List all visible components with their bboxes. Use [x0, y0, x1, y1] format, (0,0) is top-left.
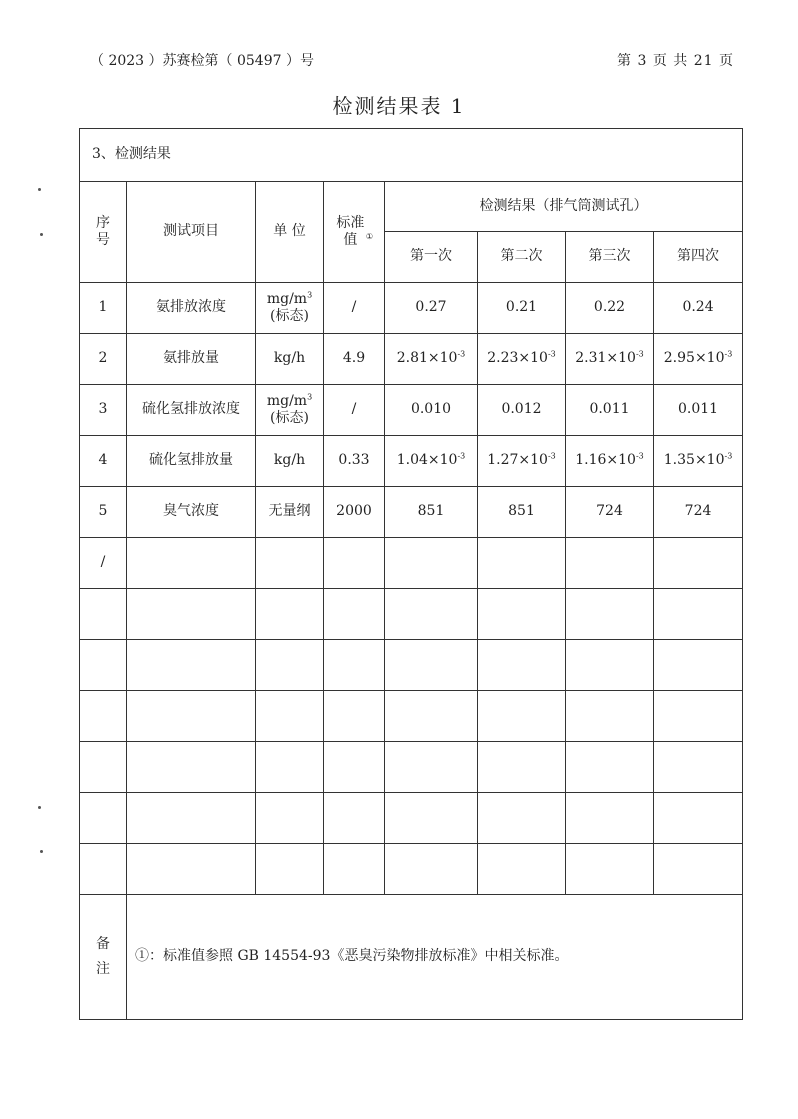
cell-result	[385, 487, 478, 538]
result-value: 0.24	[682, 299, 714, 316]
section-title: 3、检测结果	[80, 129, 743, 182]
result-value: 2.81×10	[396, 350, 458, 367]
cell-seq: 2	[80, 334, 127, 385]
header-standard	[324, 182, 385, 283]
result-value: 724	[596, 503, 623, 520]
notes-label	[80, 895, 127, 1020]
result-exponent: -3	[547, 349, 556, 359]
cell-result	[385, 538, 478, 589]
cell-result	[385, 283, 478, 334]
cell-item: 臭气浓度	[127, 487, 256, 538]
cell-result	[566, 385, 654, 436]
table-row	[80, 334, 743, 385]
empty-row	[80, 793, 743, 844]
empty-cell	[478, 742, 566, 793]
table-row	[80, 487, 743, 538]
empty-cell	[654, 640, 743, 691]
cell-result	[566, 538, 654, 589]
cell-result	[566, 436, 654, 487]
header-unit: 单 位	[256, 182, 324, 283]
cell-seq: 5	[80, 487, 127, 538]
cell-unit	[256, 334, 324, 385]
empty-cell	[80, 844, 127, 895]
unit-condition: (标态)	[270, 410, 309, 426]
empty-cell	[385, 844, 478, 895]
empty-cell	[127, 793, 256, 844]
cell-result	[654, 334, 743, 385]
cell-result	[478, 487, 566, 538]
cell-result	[478, 538, 566, 589]
empty-cell	[478, 640, 566, 691]
empty-row	[80, 640, 743, 691]
result-exponent: -3	[635, 349, 644, 359]
empty-row	[80, 589, 743, 640]
cell-result	[654, 538, 743, 589]
result-value: 1.16×10	[575, 452, 636, 469]
empty-cell	[80, 691, 127, 742]
result-value: 2.31×10	[575, 350, 636, 367]
result-exponent: -3	[547, 451, 556, 461]
empty-cell	[566, 793, 654, 844]
unit-text: kg/h	[273, 452, 306, 469]
cell-result	[385, 334, 478, 385]
cell-seq: /	[80, 538, 127, 589]
empty-cell	[256, 742, 324, 793]
scan-speck	[40, 850, 43, 853]
empty-cell	[385, 793, 478, 844]
empty-cell	[127, 589, 256, 640]
cell-standard: /	[324, 385, 385, 436]
empty-cell	[654, 793, 743, 844]
empty-cell	[566, 742, 654, 793]
cell-unit	[256, 436, 324, 487]
result-value: 724	[684, 503, 712, 520]
header-run-3: 第三次	[566, 232, 654, 283]
notes-row	[80, 895, 743, 1020]
cell-standard: 4.9	[324, 334, 385, 385]
empty-cell	[324, 793, 385, 844]
empty-cell	[478, 691, 566, 742]
report-number: （ 2023 ）苏赛检第（ 05497 ）号	[90, 53, 314, 69]
empty-cell	[654, 844, 743, 895]
cell-standard	[324, 538, 385, 589]
header-results-group: 检测结果（排气筒测试孔）	[385, 182, 743, 232]
result-value: 0.011	[589, 401, 630, 418]
header-run-4: 第四次	[654, 232, 743, 283]
table-row	[80, 538, 743, 589]
cell-standard: /	[324, 283, 385, 334]
header-run-1: 第一次	[385, 232, 478, 283]
result-value: 851	[417, 503, 445, 520]
empty-cell	[566, 589, 654, 640]
unit-text: kg/h	[273, 350, 306, 367]
empty-cell	[80, 640, 127, 691]
empty-cell	[566, 691, 654, 742]
cell-unit	[256, 385, 324, 436]
cell-result	[654, 283, 743, 334]
results-table	[79, 128, 743, 1020]
scan-speck	[38, 806, 41, 809]
empty-cell	[324, 844, 385, 895]
empty-cell	[256, 793, 324, 844]
result-exponent: -3	[724, 349, 733, 359]
empty-cell	[566, 844, 654, 895]
empty-cell	[654, 589, 743, 640]
header-item: 测试项目	[127, 182, 256, 283]
result-value: 0.22	[593, 299, 626, 316]
empty-cell	[654, 691, 743, 742]
result-value: 0.011	[677, 401, 719, 418]
result-value: 1.04×10	[396, 452, 458, 469]
empty-cell	[324, 589, 385, 640]
document-title: 检测结果表 1	[332, 94, 466, 118]
cell-unit	[256, 538, 324, 589]
empty-cell	[385, 640, 478, 691]
empty-cell	[566, 640, 654, 691]
cell-seq: 1	[80, 283, 127, 334]
result-value: 0.27	[415, 299, 447, 316]
scan-speck	[38, 188, 41, 191]
empty-cell	[385, 742, 478, 793]
page-info: 第 3 页 共 21 页	[617, 53, 734, 69]
empty-row	[80, 691, 743, 742]
cell-unit	[256, 487, 324, 538]
result-value: 2.95×10	[663, 350, 725, 367]
cell-result	[654, 487, 743, 538]
result-exponent: -3	[635, 451, 644, 461]
empty-cell	[256, 589, 324, 640]
table-row	[80, 436, 743, 487]
empty-cell	[478, 793, 566, 844]
empty-cell	[256, 691, 324, 742]
cell-item: 硫化氢排放浓度	[127, 385, 256, 436]
result-exponent: -3	[457, 451, 466, 461]
empty-cell	[127, 742, 256, 793]
cell-result	[385, 436, 478, 487]
cell-item: 氨排放量	[127, 334, 256, 385]
empty-cell	[324, 640, 385, 691]
result-value: 0.010	[410, 401, 452, 418]
cell-result	[478, 436, 566, 487]
cell-item	[127, 538, 256, 589]
result-value: 851	[508, 503, 535, 520]
empty-cell	[127, 844, 256, 895]
header-run-2: 第二次	[478, 232, 566, 283]
result-exponent: -3	[724, 451, 733, 461]
unit-text: mg/m	[266, 392, 308, 409]
header-row	[80, 182, 743, 232]
unit-superscript: 3	[307, 289, 313, 299]
notes-text: ①：标准值参照 GB 14554-93《恶臭污染物排放标准》中相关标准。	[127, 895, 743, 1020]
cell-result	[478, 283, 566, 334]
scan-speck	[40, 233, 43, 236]
result-value: 0.21	[505, 299, 538, 316]
empty-cell	[80, 742, 127, 793]
cell-result	[566, 487, 654, 538]
result-value: 0.012	[501, 401, 542, 418]
header-standard-text: 标准值	[336, 214, 365, 248]
cell-seq: 3	[80, 385, 127, 436]
empty-cell	[80, 589, 127, 640]
cell-result	[385, 385, 478, 436]
empty-cell	[256, 640, 324, 691]
result-value: 1.35×10	[663, 452, 725, 469]
empty-cell	[127, 640, 256, 691]
cell-result	[566, 334, 654, 385]
unit-text: mg/m	[266, 290, 308, 307]
empty-cell	[80, 793, 127, 844]
empty-cell	[256, 844, 324, 895]
table-row	[80, 385, 743, 436]
cell-result	[478, 385, 566, 436]
cell-result	[566, 283, 654, 334]
cell-result	[478, 334, 566, 385]
empty-cell	[127, 691, 256, 742]
standard-note-mark: ①	[365, 231, 373, 241]
empty-cell	[478, 844, 566, 895]
unit-text: 无量纲	[268, 503, 311, 520]
empty-cell	[385, 589, 478, 640]
section-row	[80, 129, 743, 182]
empty-cell	[324, 691, 385, 742]
table-row	[80, 283, 743, 334]
result-exponent: -3	[457, 349, 466, 359]
empty-cell	[385, 691, 478, 742]
empty-row	[80, 742, 743, 793]
cell-standard: 2000	[324, 487, 385, 538]
header-seq	[80, 182, 127, 283]
cell-item: 硫化氢排放量	[127, 436, 256, 487]
result-value: 1.27×10	[487, 452, 548, 469]
cell-result	[654, 436, 743, 487]
cell-standard: 0.33	[324, 436, 385, 487]
unit-condition: (标态)	[270, 308, 309, 324]
cell-item: 氨排放浓度	[127, 283, 256, 334]
empty-cell	[324, 742, 385, 793]
cell-unit	[256, 283, 324, 334]
empty-row	[80, 844, 743, 895]
empty-cell	[654, 742, 743, 793]
cell-seq: 4	[80, 436, 127, 487]
unit-superscript: 3	[307, 391, 313, 401]
cell-result	[654, 385, 743, 436]
header-seq-text: 序号	[96, 214, 110, 248]
notes-label-text: 备注	[96, 935, 110, 977]
result-value: 2.23×10	[487, 350, 548, 367]
empty-cell	[478, 589, 566, 640]
